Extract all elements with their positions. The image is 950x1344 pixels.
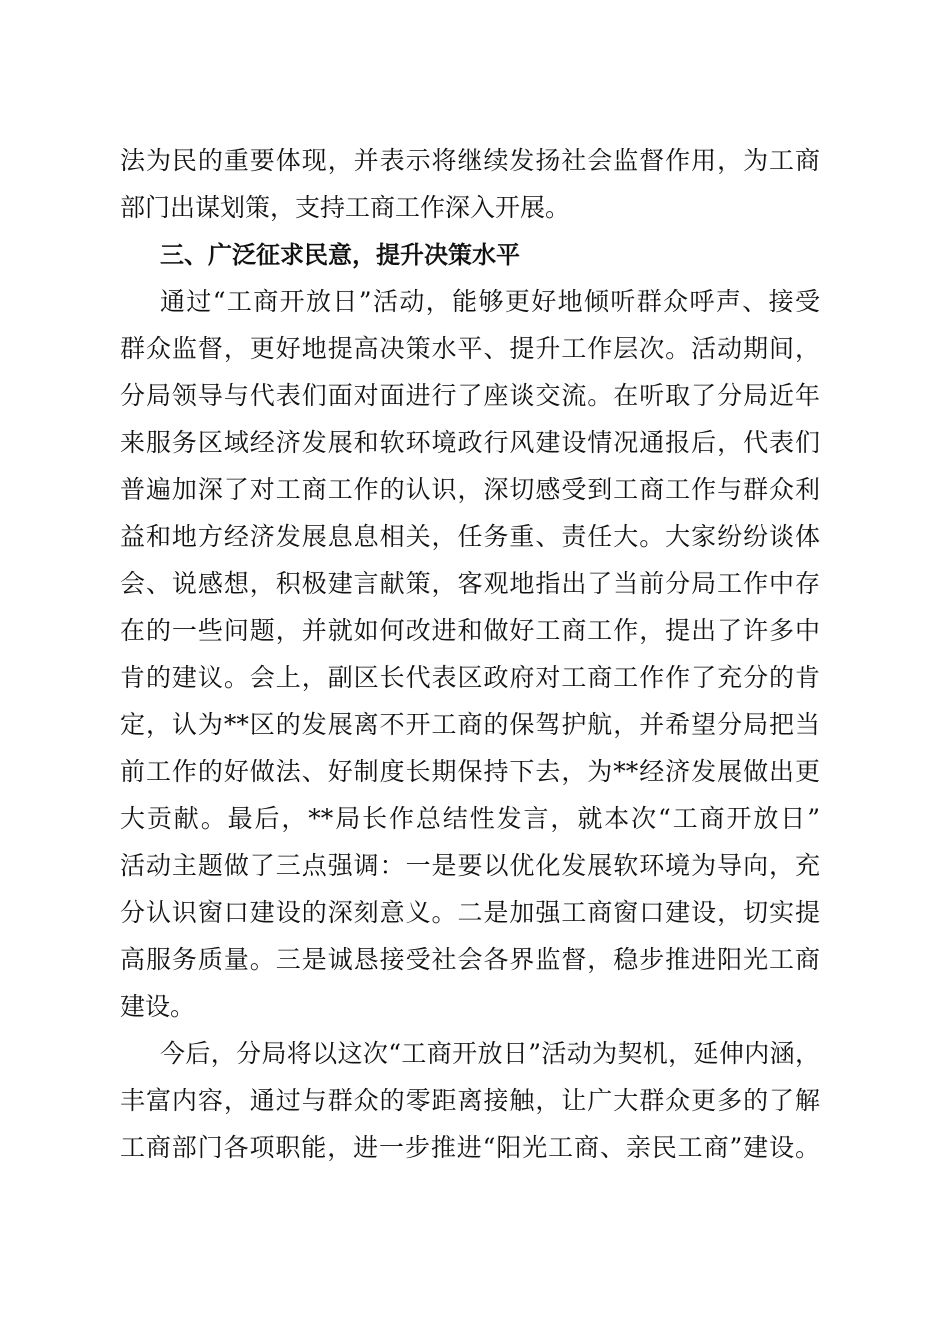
paragraph-line: 高服务质量。三是诚恳接受社会各界监督，稳步推进阳光工商 [120, 945, 820, 974]
paragraph-line: 活动主题做了三点强调：一是要以优化发展软环境为导向，充 [120, 851, 820, 880]
section-heading: 三、广泛征求民意，提升决策水平 [160, 241, 520, 269]
paragraph-line: 益和地方经济发展息息相关，任务重、责任大。大家纷纷谈体 [120, 522, 820, 551]
paragraph-line: 工商部门各项职能，进一步推进“阳光工商、亲民工商”建设。 [120, 1133, 820, 1162]
paragraph-line: 建设。 [120, 992, 196, 1021]
paragraph-line: 部门出谋划策，支持工商工作深入开展。 [120, 193, 571, 222]
paragraph-line: 来服务区域经济发展和软环境政行风建设情况通报后，代表们 [120, 428, 820, 457]
paragraph-line: 会、说感想，积极建言献策，客观地指出了当前分局工作中存 [120, 569, 820, 598]
paragraph-line: 分局领导与代表们面对面进行了座谈交流。在听取了分局近年 [120, 381, 820, 410]
paragraph-line: 通过“工商开放日”活动，能够更好地倾听群众呼声、接受 [160, 287, 820, 316]
paragraph-line: 群众监督，更好地提高决策水平、提升工作层次。活动期间， [120, 334, 820, 363]
paragraph-line: 大贡献。最后，**局长作总结性发言，就本次“工商开放日” [120, 804, 820, 833]
paragraph-line: 丰富内容，通过与群众的零距离接触，让广大群众更多的了解 [120, 1086, 820, 1115]
paragraph-line: 今后，分局将以这次“工商开放日”活动为契机，延伸内涵， [160, 1039, 820, 1068]
paragraph-line: 肯的建议。会上，副区长代表区政府对工商工作作了充分的肯 [120, 663, 820, 692]
paragraph-line: 法为民的重要体现，并表示将继续发扬社会监督作用，为工商 [120, 146, 820, 175]
paragraph-line: 前工作的好做法、好制度长期保持下去，为**经济发展做出更 [120, 757, 820, 786]
paragraph-line: 定，认为**区的发展离不开工商的保驾护航，并希望分局把当 [120, 710, 820, 739]
paragraph-line: 分认识窗口建设的深刻意义。二是加强工商窗口建设，切实提 [120, 898, 820, 927]
paragraph-line: 在的一些问题，并就如何改进和做好工商工作，提出了许多中 [120, 616, 820, 645]
paragraph-line: 普遍加深了对工商工作的认识，深切感受到工商工作与群众利 [120, 475, 820, 504]
